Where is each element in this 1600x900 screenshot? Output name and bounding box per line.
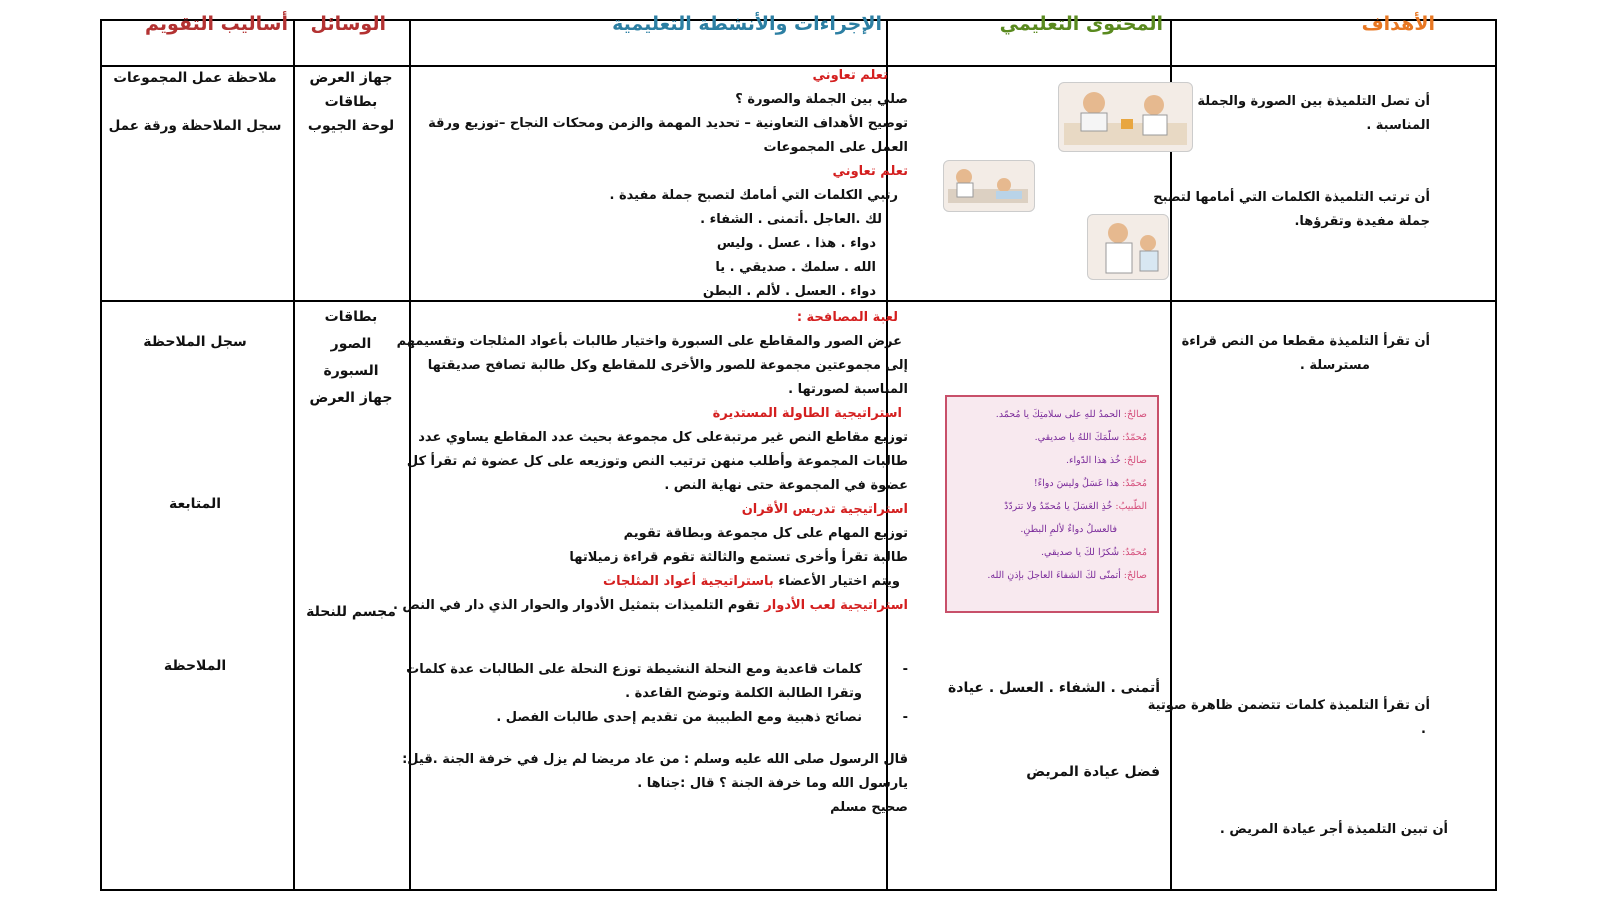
content-virtue-line: فضل عيادة المريض (1026, 764, 1160, 780)
bullet-line: - كلمات قاعدية ومع النحلة النشيطة توزع النحلة على الطالبات عدة كلمات (438, 658, 908, 682)
dialogue-line: مُحمّدٌ: شُكرًا لكَ يا صديقي. (1041, 547, 1147, 558)
handshake-game-title: لعبة المصافحة : (796, 310, 898, 325)
tool-item: الصور (330, 336, 372, 352)
header-assessment: أساليب التقويم (145, 13, 288, 35)
cooperative-learning-title: تعلم تعاوني (812, 68, 888, 83)
row2-assessment-follow (102, 492, 288, 516)
procedure-line: توزيع المهام على كل مجموعة وبطاقة تقويم (623, 526, 908, 541)
dialogue-line: صالحٌ: أتمنّى لكَ الشفاءَ العاجلَ بإذنِ الله. (987, 570, 1147, 581)
procedure-line: ويتم اختيار الأعضاء باستراتيجية أعواد المثلجات (603, 574, 900, 589)
content-words-line: أتمنى . الشفاء . العسل . عيادة (948, 680, 1160, 696)
dialogue-card (945, 395, 1159, 613)
col-divider (293, 21, 295, 889)
dialogue-line: صالحٌ: الحمدُ للهِ على سلامتِكَ يا مُحمّد. (995, 409, 1147, 420)
row2-assessment-record (102, 330, 288, 354)
procedure-line: صلي بين الجملة والصورة ؟ (735, 92, 908, 107)
patient-visit-picture (1058, 82, 1193, 152)
objective-line: المناسبة . (1366, 118, 1430, 133)
assessment-item: المتابعة (168, 496, 222, 512)
scrambled-words: الله . سلمك . صديقي . يا (715, 260, 876, 275)
procedure-line: المناسبة لصورتها . (788, 382, 908, 397)
objective-line: أن تصل التلميذة بين الصورة والجملة (1197, 94, 1430, 109)
assessment-item: الملاحظة (163, 658, 227, 674)
bullet-line: - نصائح ذهبية ومع الطبيبة من تقديم إحدى طالبات الفصل . (438, 706, 908, 730)
row2-assessment-observe (102, 654, 288, 678)
assessment-item: سجل الملاحظة (143, 334, 247, 350)
dialogue-line: مُحمّدٌ: هذا عَسَلٌ وليسَ دواءً! (1033, 478, 1147, 489)
procedure-line: توزيع مقاطع النص غير مرتبةعلى كل مجموعة بحيث عدد المقاطع يساوي عدد (418, 430, 908, 445)
header-tools: الوسائل (310, 13, 386, 35)
tool-item: بطاقات (324, 309, 378, 325)
objective-line: جملة مفيدة وتقرؤها. (1294, 214, 1430, 229)
scrambled-words: دواء . العسل . لألم . البطن (702, 284, 876, 299)
objective-line: أن تقرأ التلميذة مقطعا من النص قراءة (1181, 334, 1430, 349)
assessment-item: سجل الملاحظة ورقة عمل (108, 118, 282, 134)
procedure-line: طالبات المجموعة وأطلب منهن ترتيب النص وتوزيعه على كل عضوة ثم تقرأ كل (406, 454, 908, 469)
hadith-line: يارسول الله وما خرفة الجنة ؟ قال :جناها . (637, 776, 908, 791)
row1-objectives (1153, 90, 1430, 234)
scrambled-words: دواء . هذا . عسل . وليس (716, 236, 876, 251)
row1-tools (296, 66, 406, 138)
doctor-icon (1088, 215, 1168, 279)
bullet-line: وتقرا الطالبة الكلمة وتوضح القاعدة . (625, 686, 862, 701)
bullet-dash-icon: - (902, 710, 908, 725)
hospital-bed-icon (944, 161, 1034, 211)
procedure-line: توضيح الأهداف التعاونية – تحديد المهمة والزمن ومحكات النجاح –توزيع ورقة (428, 116, 908, 131)
hadith (402, 748, 908, 820)
row2-tools (296, 304, 406, 412)
tool-item: لوحة الجيوب (307, 118, 395, 134)
patient-visit-icon (1059, 83, 1192, 151)
procedure-line: عرض الصور والمقاطع على السبورة واختيار طالبات بأعواد المثلجات وتقسيمهم (396, 334, 902, 349)
hadith-line: صحيح مسلم (830, 800, 908, 815)
procedure-line: إلى مجموعتين مجموعة للصور والأخرى للمقاطع وكل طالبة تصافح صديقتها (427, 358, 908, 373)
procedure-line: رتبي الكلمات التي أمامك لتصبح جملة مفيدة . (609, 188, 898, 203)
dialogue-line: الطّبيبُ: خُذِ العَسَلَ يا مُحمّدُ ولا تتردّدْ (1004, 501, 1147, 512)
procedure-line: العمل على المجموعات (763, 140, 908, 155)
row1-assessment (102, 66, 288, 138)
tool-item: بطاقات (324, 94, 378, 110)
row2-objectives-phonetic (1147, 694, 1430, 742)
header-procedures: الإجراءات والأنشطة التعليمية (612, 13, 882, 35)
procedure-line: طالبة تقرأ وأخرى تستمع والثالثة تقوم قراءة زميلاتها (569, 550, 908, 565)
row2-procedures-bullets (406, 658, 908, 730)
row2-procedures (392, 306, 908, 618)
hospital-bed-picture (943, 160, 1035, 212)
round-table-title: استراتيجية الطاولة المستديرة (712, 406, 902, 421)
tool-item: جهاز العرض (309, 70, 393, 86)
content-words (900, 676, 1160, 700)
header-content: المحتوى التعليمي (999, 13, 1163, 35)
peer-teaching-title: استراتيجية تدريس الأقران (741, 502, 908, 517)
doctor-picture (1087, 214, 1169, 280)
tool-item: مجسم للنحلة (306, 604, 396, 620)
procedure-line: استراتيجية لعب الأدوار تقوم التلميذات بتمثيل الأدوار والحوار الذي دار في النص . (392, 598, 908, 613)
bullet-dash-icon: - (902, 662, 908, 677)
tool-item: جهاز العرض (309, 390, 393, 406)
tool-item: السبورة (323, 363, 379, 379)
objective-line: مسترسلة . (1299, 358, 1370, 373)
objective-line: أن تبين التلميذة أجر عيادة المريض . (1219, 822, 1448, 837)
dialogue-line: صالحٌ: خُذ هذا الدّواء. (1065, 455, 1147, 466)
objective-line: أن ترتب التلميذة الكلمات التي أمامها لتصبح (1153, 190, 1430, 205)
header-objectives: الأهداف (1361, 13, 1435, 35)
scrambled-words: لك .العاجل .أتمنى . الشفاء . (700, 212, 882, 227)
dialogue-line: مُحمّدٌ: سلّمَكَ اللهُ يا صديقي. (1034, 432, 1147, 443)
assessment-item: ملاحظة عمل المجموعات (113, 70, 277, 86)
dialogue-line: فالعسلُ دواءٌ لألمِ البطنِ. (1020, 524, 1117, 535)
objective-line: . (1421, 722, 1426, 737)
cooperative-learning-title: تعلم تعاوني (832, 164, 908, 179)
row2-objective-visit (1148, 818, 1448, 842)
row2-tools-bee (296, 600, 406, 624)
row2-objectives (1160, 330, 1430, 378)
row1-procedures (428, 64, 908, 304)
content-virtue (900, 760, 1160, 784)
hadith-line: قال الرسول صلى الله عليه وسلم : من عاد مريضا لم يزل في خرفة الجنة .قيل: (402, 752, 908, 767)
procedure-line: عضوة في المجموعة حتى نهاية النص . (664, 478, 908, 493)
objective-line: أن تقرأ التلميذة كلمات تتضمن ظاهرة صوتية (1147, 698, 1430, 713)
